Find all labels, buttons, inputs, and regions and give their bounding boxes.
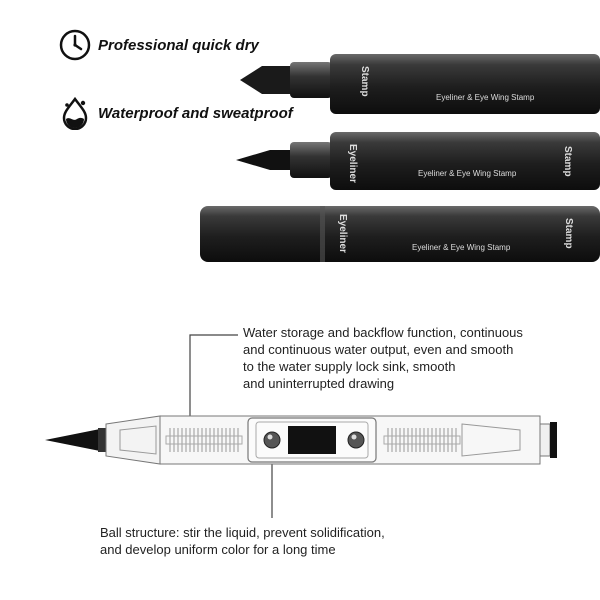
pen-stamp [240, 54, 600, 114]
pen-side-label: Eyeliner [347, 144, 358, 183]
pen-product-label: Eyeliner & Eye Wing Stamp [436, 93, 535, 102]
feature-label: Waterproof and sweatproof [98, 104, 293, 122]
feature-label: Professional quick dry [98, 36, 259, 54]
pen-product-group [0, 0, 600, 290]
annotation-line: Ball structure: stir the liquid, prevent solidification, [100, 525, 385, 540]
callout-line-water [190, 335, 238, 418]
annotation-ball-structure [100, 524, 520, 558]
pen-side-label: Eyeliner [337, 214, 348, 253]
annotation-line: and uninterrupted drawing [243, 376, 395, 391]
pen-product-label: Eyeliner & Eye Wing Stamp [412, 243, 511, 252]
pen-side-label: Stamp [359, 66, 370, 97]
annotation-line: Water storage and backflow function, continuous [243, 325, 523, 340]
pen-capped [200, 206, 600, 262]
pen-outline [45, 416, 557, 464]
annotation-water-storage [243, 324, 593, 392]
pen-end-label: Stamp [562, 146, 573, 177]
annotation-line: to the water supply lock sink, smooth [243, 359, 456, 374]
pen-end-label: Stamp [563, 218, 574, 249]
pen-brush [236, 132, 600, 190]
annotation-line: and continuous water output, even and smooth [243, 342, 514, 357]
pen-product-label: Eyeliner & Eye Wing Stamp [418, 169, 517, 178]
annotation-line: and develop uniform color for a long time [100, 542, 336, 557]
